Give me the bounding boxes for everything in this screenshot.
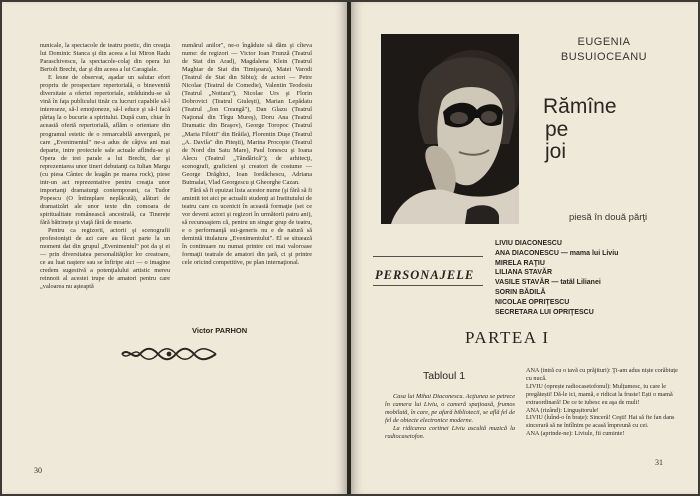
part-heading: PARTEA I bbox=[465, 328, 550, 347]
cast-item: NICOLAE OPRIŢESCU bbox=[495, 298, 570, 306]
divider-line bbox=[373, 285, 483, 286]
title-line: pe bbox=[545, 117, 569, 141]
author-first-name: EUGENIA bbox=[577, 36, 631, 48]
divider-line bbox=[373, 256, 483, 257]
dialogue bbox=[526, 367, 684, 438]
cast-item: SORIN BĂDILĂ bbox=[495, 288, 546, 296]
right-page bbox=[351, 2, 698, 494]
paragraph: La ridicarea cortinei Liviu ascultă muzică la radiocasetofon. bbox=[385, 425, 515, 440]
book-spread bbox=[2, 2, 698, 494]
paragraph: nunicale, la spectacole de teatru poetic, din creaţia lui Dominic Stanca şi din aceea a lui Miron Radu Paraschivescu, la spectacole-colaj din opera lui Bertolt Brecht, dar şi din aceea a lui Caragiale. bbox=[40, 42, 170, 74]
paragraph: Pentru ca regizorii, actorii şi scenografii profesionişti de azi care au făcut parte la un moment dat din grupul „Evenimentul" pot da şi ei — prin diversitatea personalităţilor lor creatoare, ce au luat naştere sau se înfiripe aici — o imagine credem sugestivă a potenţialului artistic mereu reinnoit al acestei trupe de amatori pentru care „valoarea nu aşteaptă bbox=[40, 227, 170, 291]
play-title bbox=[543, 96, 693, 164]
paragraph: Fără să fi epuizat lista acestor nume (şi fără să fi amintit tot aici pe actualii studenţi ai Institutului de teatru care cu ucenicit în această formaţie (sei ce vor deveni actori şi regizori în următorii patru ani), să recunoaştem că, pentru un singur grup de teatru, e o performanţă sui-generis nu e de natură să demintă titulatura „Evenimentului". El se situează în continuare nu numai printre cei mai valoroase formaţii teatrale de amatori din ţară, ci şi printre cele oricind competitive, pe plan internaţional. bbox=[182, 186, 312, 267]
left-page bbox=[2, 2, 347, 494]
title-line: joi bbox=[545, 140, 567, 163]
dialogue-line: ANA (aprinde-ne): Liviule, fii cuminte! bbox=[526, 430, 625, 438]
article-column-2 bbox=[182, 42, 312, 267]
cast-item: ANA DIACONESCU — mama lui Liviu bbox=[495, 249, 619, 257]
author-last-name: BUSUIOCEANU bbox=[560, 51, 648, 63]
dialogue-line: LIVIU (oprește radiocasetofonul): Mulțumesc, tu care le pregătești! Dă-le ici, mamă, e ridicat la fruste! Ești o mamă extraordinară! De ce te iubesc eu aşa de mult! bbox=[526, 382, 673, 406]
article-column-1 bbox=[40, 42, 170, 291]
dialogue-line: ANA (rizând): Lingușitorule! bbox=[526, 406, 599, 414]
paragraph: E lesne de observat, aşadar un salutar efort propriu de prospectare repertorială, o binevenită diversitate a ofertei repertoriale, străduindu-se să vină în faţa publicului tinăr cu lucruri capabile să-l intereseze, să-l emoţioneze, să-l educe şi să-l facă părtaş la o bucurie a spiritului. După cum, chiar în această ofertă repertorială, aflăm o orientare din programul estetic de o remarcabilă anvergură, pe care „Evenimentul" ne-a adus de câţiva ani mai departe, intre proiectele sale actuale aflindu-se şi Opera de trei parale a lui Brecht, dar şi reprezentarea unor tineri debutanţi ca Iulian Margu (cu piesa Cântec de leagăn pe marea rock), piese intr-un act reprezentative pentru creaţia unor importanţi dramaturgi contemporani, ca Tudor Popescu (O întimplare neplăcută), alături de dramatizări ale unor texte din comoara de spiritualitate românească ancestrală, ca Tinerețe fără bătrinețe şi viaţă fără de moarte. bbox=[40, 74, 170, 227]
author-name bbox=[529, 35, 679, 65]
cast-item: LIVIU DIACONESCU bbox=[495, 240, 562, 247]
stage-directions bbox=[385, 393, 515, 441]
cast-item: LILIANA STAVĂR bbox=[495, 269, 553, 277]
portrait-image bbox=[381, 34, 519, 224]
paragraph: numărul anilor", ne-o îngăduie să dăm şi cîteva nume: de regizori — Victor Ioan Frunză (Teatrul de Stat din Arad), Magdalena Klein (Teatrul Maghiar de Stat din Timişoara), Matei Varodi (Teatrul de Stat din Sibiu); de actori — Petre Nicolae (Teatrul de Comedie), Valentin Teodosiu (Teatrul „Nottara"), Nicolae Urs şi Florin Dobrovici (Teatrul Giuleşti), Marian Lepădatu (Teatrul „Ion Creangă"), Dan Glazu (Teatrul Naţional din Tîrgu Mureş), Doru Ana (Teatrul Dramatic din Braşov), George Toropoc (Teatrul „Maria Filotti" din Brăila), Florentin Duşe (Teatrul „A. Davila" din Piteşti), Marina Procopie (Teatrul de Nord din Satu Mare), Paul Ionescu şi Ioana Alecu (Teatrul „Tăndărică"); de arhitecţi, scenografi, graficieni şi creatori de costume — George Drăghici, Ioan Iordăchescu, Adriana Butmalai, Vlad Georgescu şi Gheorghe Cazan. bbox=[182, 42, 312, 186]
paragraph: Casa lui Mihai Diaconescu. Acţiunea se petrece în camera lui Liviu, o cameră spaţioasă, frumos mobilată, în care, pe afară bibliotecii, se află fel de fel de obiecte electronice moderne. bbox=[385, 393, 515, 424]
scene-heading: Tabloul 1 bbox=[423, 370, 466, 382]
cast-list bbox=[495, 239, 695, 317]
title-line: Rămîne bbox=[543, 95, 617, 118]
cast-item: SECRETARA LUI OPRIŢESCU bbox=[495, 308, 594, 316]
cast-item: MIRELA RAŢIU bbox=[495, 259, 545, 267]
characters-heading: PERSONAJELE bbox=[375, 268, 475, 282]
page-number: 30 bbox=[34, 466, 42, 475]
dialogue-line: ANA (intră cu o tavă cu prăjituri): Ţi-am adus niște corăbiuțe cu nucă. bbox=[526, 367, 678, 382]
author-photo bbox=[381, 34, 519, 224]
cast-item: VASILE STAVĂR — tatăl Lilianei bbox=[495, 279, 601, 287]
play-subtitle: piesă în două părţi bbox=[569, 212, 648, 223]
dialogue-line: LIVIU (luînd-o în brațe): Sinceră! Ceşti! Hai să fie fan dans sincerară să ne întîlnim pe acasă împreună cu cei. bbox=[526, 414, 675, 430]
author-signature: Victor PARHON bbox=[192, 326, 248, 335]
ornament-divider bbox=[120, 347, 218, 361]
page-number: 31 bbox=[655, 458, 663, 467]
